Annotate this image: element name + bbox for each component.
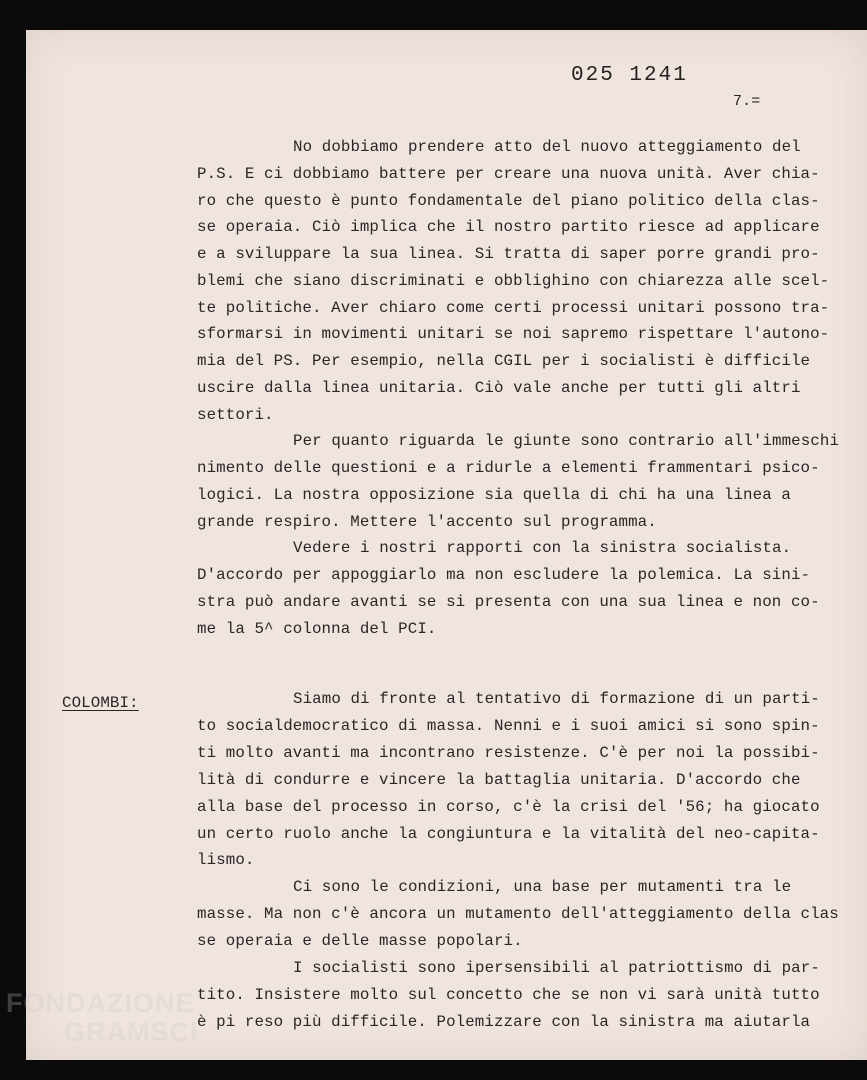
text-line: settori. [197,405,274,424]
text-line: tito. Insistere molto sul concetto che se non vi sarà unità tutto [197,985,820,1004]
text-line: Siamo di fronte al tentativo di formazione di un parti- [293,690,820,708]
text-line: un certo ruolo anche la congiuntura e la vitalità del neo-capita- [197,824,820,843]
text-line: Per quanto riguarda le giunte sono contrario all'immeschi [293,432,840,451]
text-line: ro che questo è punto fondamentale del piano politico della clas- [197,191,820,210]
text-line: Ci sono le condizioni, una base per mutamenti tra le [293,878,792,897]
page-number: 7.= [733,93,761,110]
text-line: alla base del processo in corso, c'è la crisi del '56; ha giocato [197,797,820,816]
text-line: lità di condurre e vincere la battaglia unitaria. D'accordo che [197,770,801,789]
text-line: te politiche. Aver chiaro come certi processi unitari possono tra- [197,298,830,317]
text-line: Vedere i nostri rapporti con la sinistra socialista. [293,539,792,558]
text-line: uscire dalla linea unitaria. Ciò vale anche per tutti gli altri [197,378,801,397]
text-line: lismo. [197,851,255,870]
text-line: e a sviluppare la sua linea. Si tratta di saper porre grandi pro- [197,245,820,263]
text-line: grande respiro. Mettere l'accento sul programma. [197,512,657,531]
watermark-logo [6,990,199,1046]
text-line: blemi che siano discriminati e obblighino con chiarezza alle scel- [197,271,830,290]
text-line: No dobbiamo prendere atto del nuovo atteggiamento del [293,138,801,156]
speaker-label: COLOMBI: [62,694,139,712]
text-line: masse. Ma non c'è ancora un mutamento dell'atteggiamento della clas [197,905,839,924]
text-line: se operaia e delle masse popolari. [197,932,523,951]
text-line: stra può andare avanti se si presenta con una sua linea e non co- [197,592,820,611]
text-line: se operaia. Ciò implica che il nostro partito riesce ad applicare [197,218,820,237]
text-line: ti molto avanti ma incontrano resistenze. C'è per noi la possibi- [197,743,820,762]
text-line: nimento delle questioni e a ridurle a elementi frammentari psico- [197,459,820,477]
text-line: I socialisti sono ipersensibili al patriottismo di par- [293,959,820,977]
text-line: P.S. E ci dobbiamo battere per creare una nuova unità. Aver chia- [197,164,820,183]
text-line: mia del PS. Per esempio, nella CGIL per i socialisti è difficile [197,352,811,370]
watermark-line-1: FONDAZIONE [6,988,195,1018]
watermark-line-2: GRAMSCI [64,1017,199,1047]
text-line: logici. La nostra opposizione sia quella di chi ha una linea a [197,485,791,504]
text-line: D'accordo per appoggiarlo ma non escludere la polemica. La sini- [197,566,811,584]
text-line: è pi reso più difficile. Polemizzare con la sinistra ma aiutarla [197,1012,811,1031]
text-line: me la 5^ colonna del PCI. [197,619,437,638]
document-number: 025 1241 [571,64,688,87]
text-line: to socialdemocratico di massa. Nenni e i suoi amici si sono spin- [197,716,820,735]
text-line: sformarsi in movimenti unitari se noi sapremo rispettare l'autono- [197,325,830,344]
